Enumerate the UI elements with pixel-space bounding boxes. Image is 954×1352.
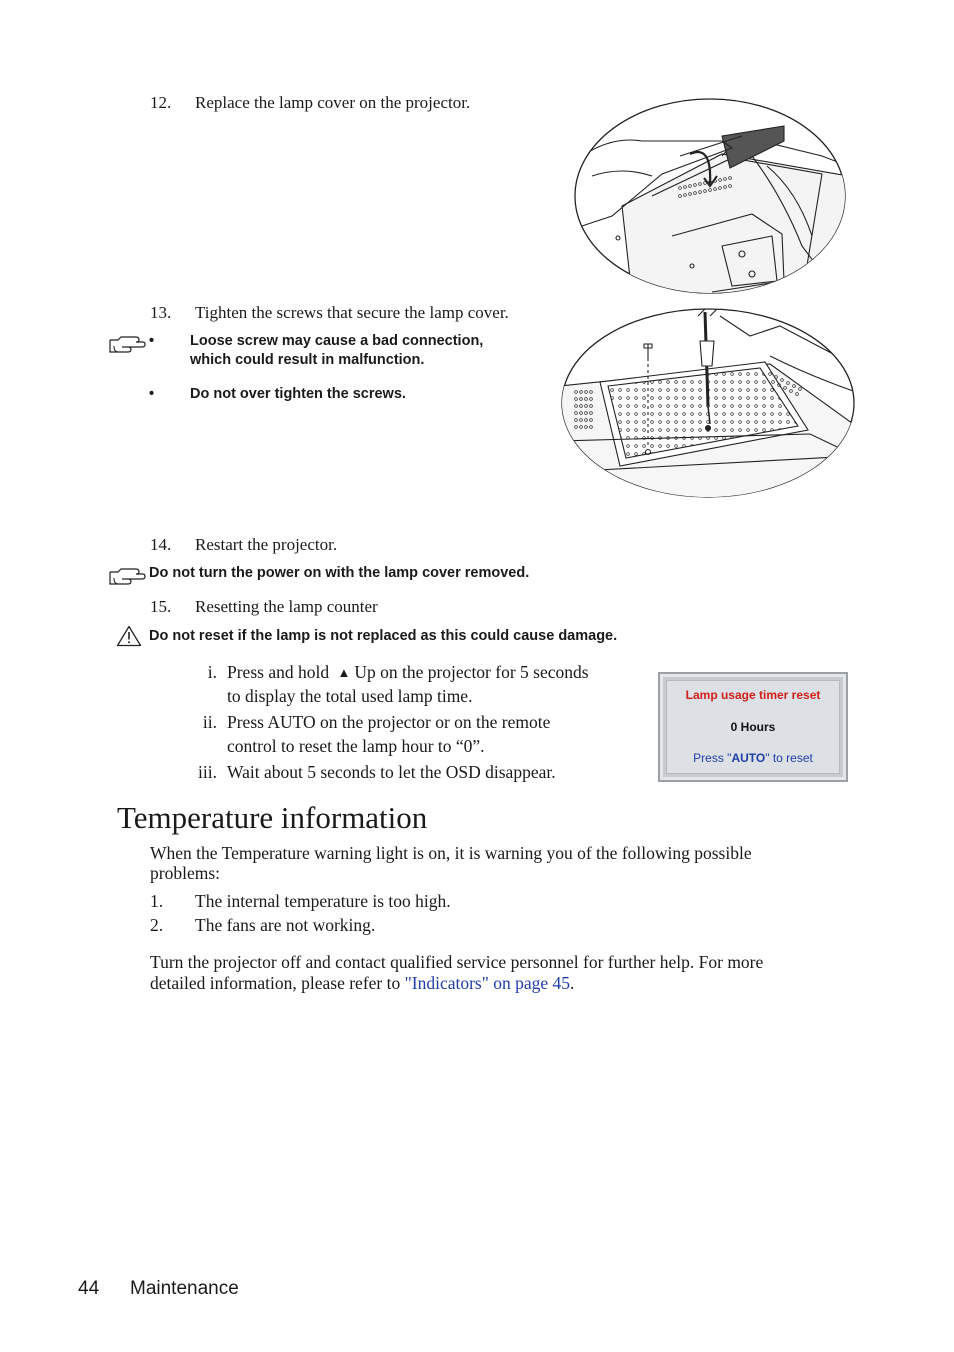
- step-number: 12.: [150, 93, 172, 112]
- osd-inner: [666, 680, 840, 774]
- osd-hours: 0 Hours: [730, 720, 776, 734]
- osd-press-text: " to reset: [765, 751, 813, 765]
- step-text: Restart the projector.: [195, 535, 338, 554]
- section-intro: problems:: [150, 863, 220, 883]
- substep-text: Press: [227, 712, 268, 732]
- note-text: which could result in malfunction.: [190, 352, 425, 368]
- section-outro: [150, 973, 574, 994]
- step-number: 14.: [150, 535, 172, 554]
- substep-text: control to reset the lamp hour to “0”.: [227, 736, 485, 756]
- list-item: [150, 891, 550, 912]
- page-number: 44: [78, 1278, 100, 1299]
- list-item: [150, 915, 550, 936]
- osd-press-text: Press ": [693, 751, 732, 765]
- power-note: Do not turn the power on with the lamp cover removed.: [149, 565, 530, 581]
- key-name: Up: [354, 662, 376, 682]
- warning-triangle-icon: [116, 625, 142, 647]
- section-outro: Turn the projector off and contact qualified service personnel for further help. For more: [150, 952, 764, 972]
- list-number: 1.: [150, 891, 164, 911]
- step-number: 15.: [150, 597, 172, 616]
- substep-iii: [198, 760, 556, 784]
- bullet: •: [149, 333, 155, 349]
- section-heading: Temperature information: [117, 800, 428, 835]
- osd-press-key: AUTO: [731, 751, 766, 765]
- step-14: [150, 535, 550, 555]
- note-hand-icon: [108, 334, 146, 356]
- step-number: 13.: [150, 303, 172, 322]
- substep-text: Wait about 5 seconds to let the OSD disappear.: [227, 762, 556, 782]
- note-text: Loose screw may cause a bad connection,: [190, 333, 484, 349]
- step-text: Replace the lamp cover on the projector.: [195, 93, 471, 112]
- substep-i: [207, 660, 589, 685]
- note-hand-icon: [108, 566, 146, 588]
- outro-text: detailed information, please refer to: [150, 973, 405, 993]
- step-text: Tighten the screws that secure the lamp cover.: [195, 303, 509, 322]
- list-number: 2.: [150, 915, 164, 935]
- up-arrow-icon: ▲: [337, 665, 351, 680]
- note-text: Do not over tighten the screws.: [190, 386, 406, 402]
- warning-text: Do not reset if the lamp is not replaced as this could cause damage.: [149, 628, 618, 644]
- step-13: [150, 303, 560, 323]
- substep-text: on the projector for 5 seconds: [375, 662, 589, 682]
- substep-label: iii.: [198, 762, 217, 782]
- step-12: [150, 93, 550, 113]
- bullet: •: [149, 386, 155, 402]
- osd-press-hint: [667, 751, 839, 765]
- osd-panel: [658, 672, 848, 782]
- osd-title: Lamp usage timer reset: [685, 688, 821, 702]
- indicators-link[interactable]: "Indicators" on page 45: [404, 973, 571, 993]
- section-intro: When the Temperature warning light is on, it is warning you of the following possible: [150, 843, 752, 863]
- substep-text: to display the total used lamp time.: [227, 686, 473, 706]
- substep-label: ii.: [202, 712, 217, 732]
- step-text: Resetting the lamp counter: [195, 597, 378, 616]
- list-text: The internal temperature is too high.: [195, 891, 451, 911]
- substep-text: on the projector or on the remote: [315, 712, 551, 732]
- substep-text: Press and hold: [227, 662, 334, 682]
- key-name: AUTO: [267, 712, 316, 732]
- chapter-name: Maintenance: [130, 1278, 239, 1299]
- screw-tighten-illustration: [560, 306, 856, 500]
- substep-ii: [202, 710, 551, 734]
- lamp-cover-replace-illustration: [572, 96, 848, 296]
- list-text: The fans are not working.: [195, 915, 376, 935]
- step-15: [150, 597, 550, 617]
- outro-text: .: [570, 973, 575, 993]
- substep-label: i.: [207, 662, 217, 682]
